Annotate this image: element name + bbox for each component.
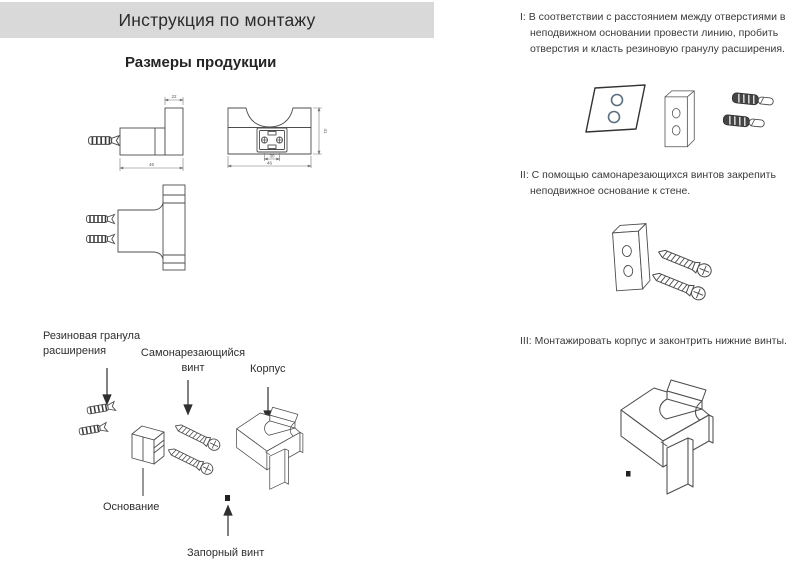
wall-plug-icon — [87, 402, 116, 416]
page-title: Инструкция по монтажу — [0, 2, 434, 38]
side-view-drawing — [85, 90, 203, 178]
step-3-text: III: Монтажировать корпус и законтрить нижние винты. — [520, 335, 787, 347]
wall-surface-icon — [586, 85, 645, 132]
screw-icon — [173, 421, 222, 453]
step-2-text: II: С помощью самонарезающихся винтов закрепить неподвижное основание к стене. — [520, 169, 776, 197]
lock-screw-icon — [225, 495, 230, 501]
dim-front-spacing: 30 — [269, 153, 275, 159]
top-view-drawing — [82, 183, 207, 305]
wall-plug-icon — [87, 235, 115, 244]
hook-body-icon — [621, 380, 713, 494]
screw-icon — [656, 246, 713, 279]
wall-plug-icon — [87, 215, 115, 224]
exploded-view-drawing — [30, 360, 330, 566]
dim-front-width: 46 — [266, 160, 273, 166]
wall-plug-icon — [723, 114, 765, 128]
step-1-illustration — [563, 78, 793, 162]
base-slab-icon — [612, 224, 650, 291]
label-screw: Самонарезающийся винт — [140, 347, 246, 374]
wall-plug-icon — [732, 92, 774, 106]
step-3-illustration — [605, 368, 745, 503]
front-view-drawing — [226, 98, 348, 178]
step-2-illustration — [598, 213, 758, 321]
hook-body-icon — [237, 407, 303, 489]
label-rubber-plug: Резиновая гранула расширения — [43, 330, 141, 357]
label-body: Корпус — [250, 363, 286, 375]
base-slab-icon — [665, 91, 694, 147]
screw-icon — [166, 445, 215, 477]
lock-screw-icon — [626, 471, 631, 477]
dim-side-top: 22 — [171, 94, 177, 100]
drill-hole-icon — [609, 112, 620, 123]
section-heading: Размеры продукции — [125, 54, 277, 71]
label-lock-screw: Запорный винт — [187, 547, 265, 559]
label-base: Основание — [103, 501, 160, 513]
base-block-icon — [132, 426, 164, 464]
drill-hole-icon — [612, 95, 623, 106]
step-1-text: I: В соответствии с расстоянием между отверстиями в неподвижном основании провести линию, пробить отверстия и класть резиновую гранулу расширения. — [520, 11, 786, 55]
wall-plug-icon — [79, 423, 108, 437]
dim-side-bottom: 46 — [148, 162, 155, 168]
wall-plug-icon — [89, 136, 120, 146]
dim-front-height: 41 — [323, 128, 328, 134]
